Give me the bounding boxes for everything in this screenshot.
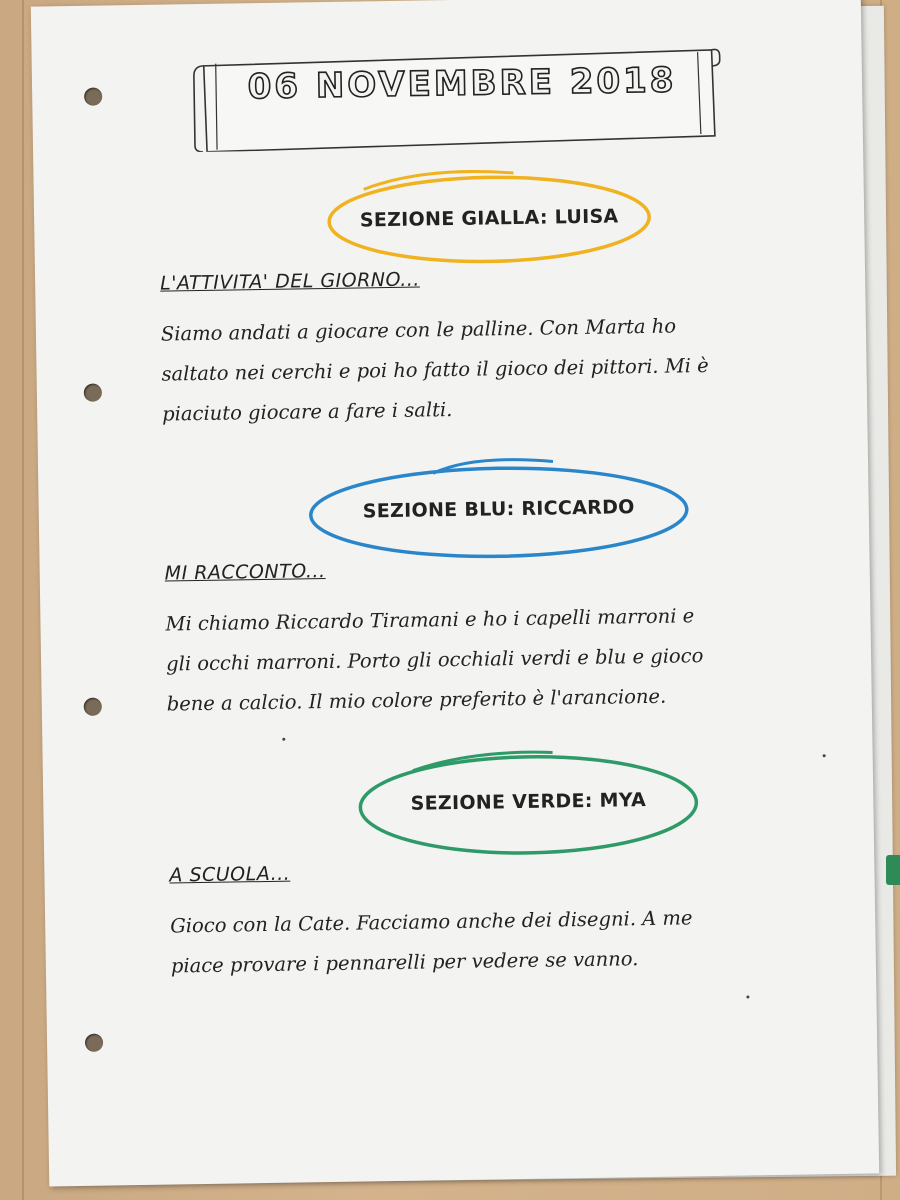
text-line: Gioco con la Cate. Facciamo anche dei disegni. A me [170,906,693,938]
date-title: 06 NOVEMBRE 2018 [247,60,677,108]
green-tab-marker [886,855,900,885]
section-oval-gialla [323,165,655,270]
section-heading: L'ATTIVITA' DEL GIORNO... [159,268,421,295]
section-label: SEZIONE GIALLA: LUISA [359,205,619,232]
section-heading: MI RACCONTO... [164,560,326,585]
text-line: piace provare i pennarelli per vedere se vanno. [170,947,639,978]
text-line: bene a calcio. Il mio colore preferito è l'arancione. [166,684,667,716]
document-page [31,0,879,1186]
punch-hole [85,1034,103,1052]
punch-hole [84,87,102,105]
text-line: saltato nei cerchi e poi ho fatto il gioco dei pittori. Mi è [161,353,709,386]
section-text-gialla [161,304,853,435]
text-line: piaciuto giocare a fare i salti. [162,398,453,426]
section-text-blu [165,594,857,725]
punch-hole [84,698,102,716]
date-banner [192,44,724,152]
text-line: Siamo andati a giocare con le palline. Con Marta ho [160,314,677,346]
text-line: gli occhi marroni. Porto gli occhiali verdi e blu e gioco [165,644,704,676]
section-label: SEZIONE BLU: RICCARDO [362,496,635,523]
section-oval-blu [303,451,695,567]
section-label: SEZIONE VERDE: MYA [410,789,647,815]
punch-hole [84,384,102,402]
section-text-verde [170,896,861,987]
text-line: Mi chiamo Riccardo Tiramani e ho i capelli marroni e [165,604,695,636]
section-heading: A SCUOLA... [169,862,291,887]
section-oval-verde [352,744,704,859]
